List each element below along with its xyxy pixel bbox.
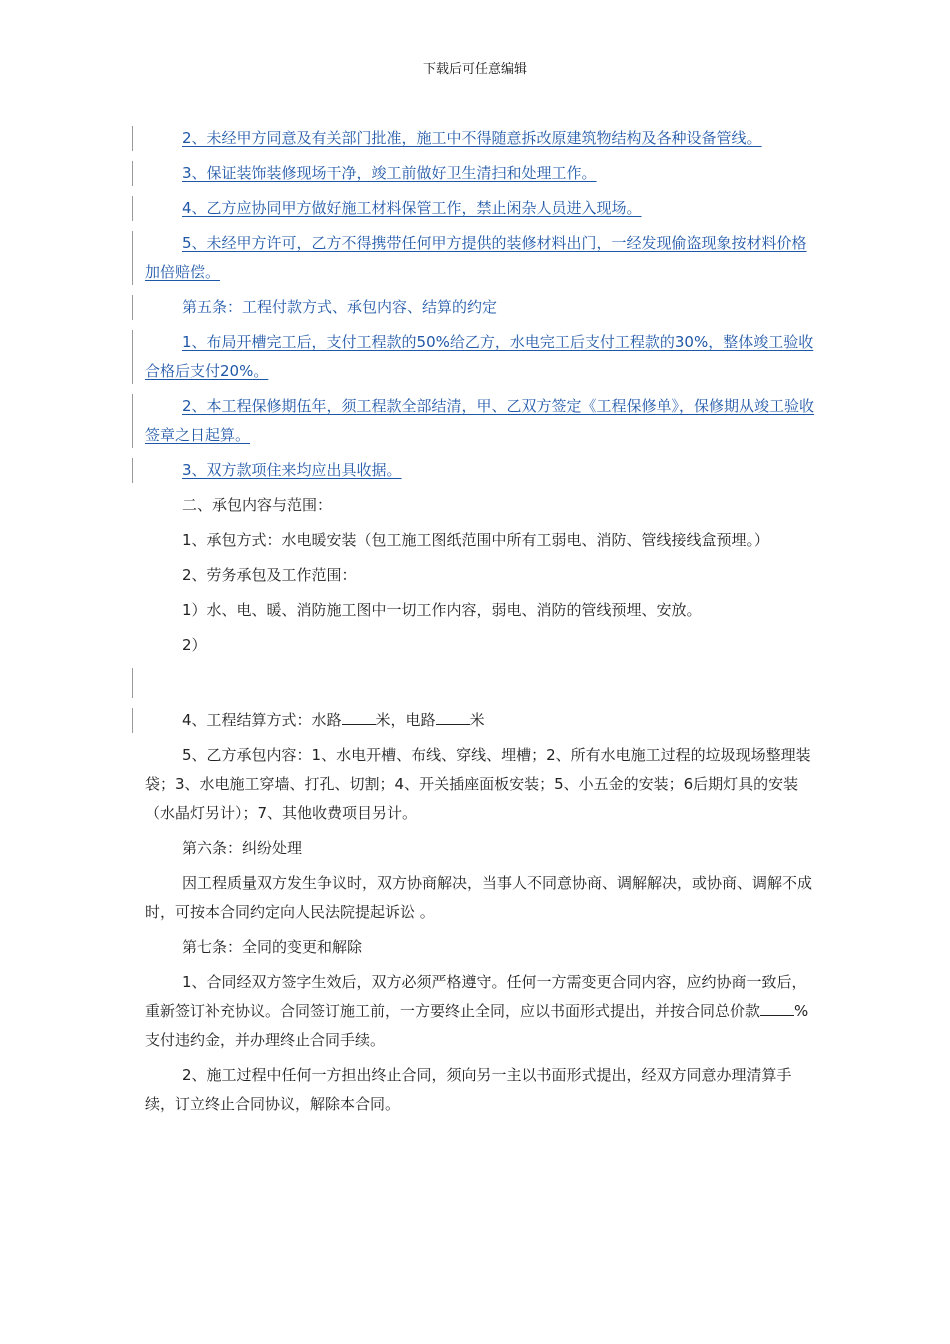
section-heading: 二、承包内容与范围： (182, 496, 333, 514)
paragraph-link[interactable] (145, 456, 820, 485)
contract-text-part2: %支付违约金，并办理终止合同手续。 (145, 1002, 809, 1049)
water-length-blank (342, 710, 376, 725)
section-heading-text: 第五条：工程付款方式、承包内容、结算的约定 (182, 298, 498, 316)
paragraph-link[interactable] (145, 328, 820, 386)
clause-text: 4、乙方应协同甲方做好施工材料保管工作，禁止闲杂人员进入现场。 (182, 199, 642, 217)
settlement-paragraph (145, 706, 820, 735)
paragraph-link[interactable] (145, 159, 820, 188)
section-heading-link[interactable] (145, 293, 820, 322)
empty-line (145, 666, 820, 700)
paragraph: 2、劳务承包及工作范围： (182, 566, 357, 584)
clause-text: 3、双方款项住来均应出具收据。 (182, 461, 402, 479)
penalty-percent-blank (760, 1001, 794, 1016)
paragraph: 1、承包方式：水电暖安装（包工施工图纸范围中所有工弱电、消防、管线接线盒预埋。） (182, 531, 770, 549)
document-body (145, 124, 820, 1125)
clause-text: 5、未经甲方许可，乙方不得携带任何甲方提供的装修材料出门，一经发现偷盗现象按材料价格加倍赔偿。 (145, 234, 807, 281)
electric-length-blank (436, 710, 470, 725)
paragraph-link[interactable] (145, 124, 820, 153)
contract-change-paragraph (145, 968, 820, 1055)
settlement-mid: 米，电路 (375, 711, 436, 729)
clause-text: 3、保证装饰装修现场干净，竣工前做好卫生清扫和处理工作。 (182, 164, 597, 182)
paragraph-link[interactable] (145, 392, 820, 450)
paragraph: 2） (182, 636, 207, 654)
settlement-prefix: 4、工程结算方式：水路 (182, 711, 342, 729)
clause-text: 2、未经甲方同意及有关部门批准，施工中不得随意拆改原建筑物结构及各种设备管线。 (182, 129, 762, 147)
paragraph: 5、乙方承包内容：1、水电开槽、布线、穿线、埋槽；2、所有水电施工过程的垃圾现场整理装袋；3、水电施工穿墙、打孔、切割；4、开关插座面板安装；5、小五金的安装；6后期灯具的安装（水晶灯另计）；7、其他收费项目另计。 (145, 746, 811, 822)
clause-text: 2、本工程保修期伍年，须工程款全部结清，甲、乙双方签定《工程保修单》，保修期从竣工验收签章之日起算。 (145, 397, 815, 444)
paragraph-link[interactable] (145, 229, 820, 287)
paragraph-link[interactable] (145, 194, 820, 223)
settlement-suffix: 米 (469, 711, 485, 729)
section-heading: 第七条：全同的变更和解除 (182, 938, 363, 956)
section-heading: 第六条：纠纷处理 (182, 839, 303, 857)
contract-text-part1: 1、合同经双方签字生效后，双方必须严格遵守。任何一方需变更合同内容，应约协商一致后，重新签订补充协议。合同签订施工前，一方要终止全同，应以书面形式提出，并按合同总价款 (145, 973, 807, 1020)
paragraph: 2、施工过程中任何一方担出终止合同，须向另一主以书面形式提出，经双方同意办理清算手续，订立终止合同协议，解除本合同。 (145, 1066, 792, 1113)
paragraph: 因工程质量双方发生争议时，双方协商解决，当事人不同意协商、调解解决，或协商、调解不成时，可按本合同约定向人民法院提起诉讼 。 (145, 874, 813, 921)
clause-text: 1、布局开槽完工后，支付工程款的50%给乙方，水电完工后支付工程款的30%，整体竣工验收合格后支付20%。 (145, 333, 814, 380)
paragraph: 1）水、电、暖、消防施工图中一切工作内容，弱电、消防的管线预埋、安放。 (182, 601, 702, 619)
page-header: 下载后可任意编辑 (422, 62, 527, 77)
